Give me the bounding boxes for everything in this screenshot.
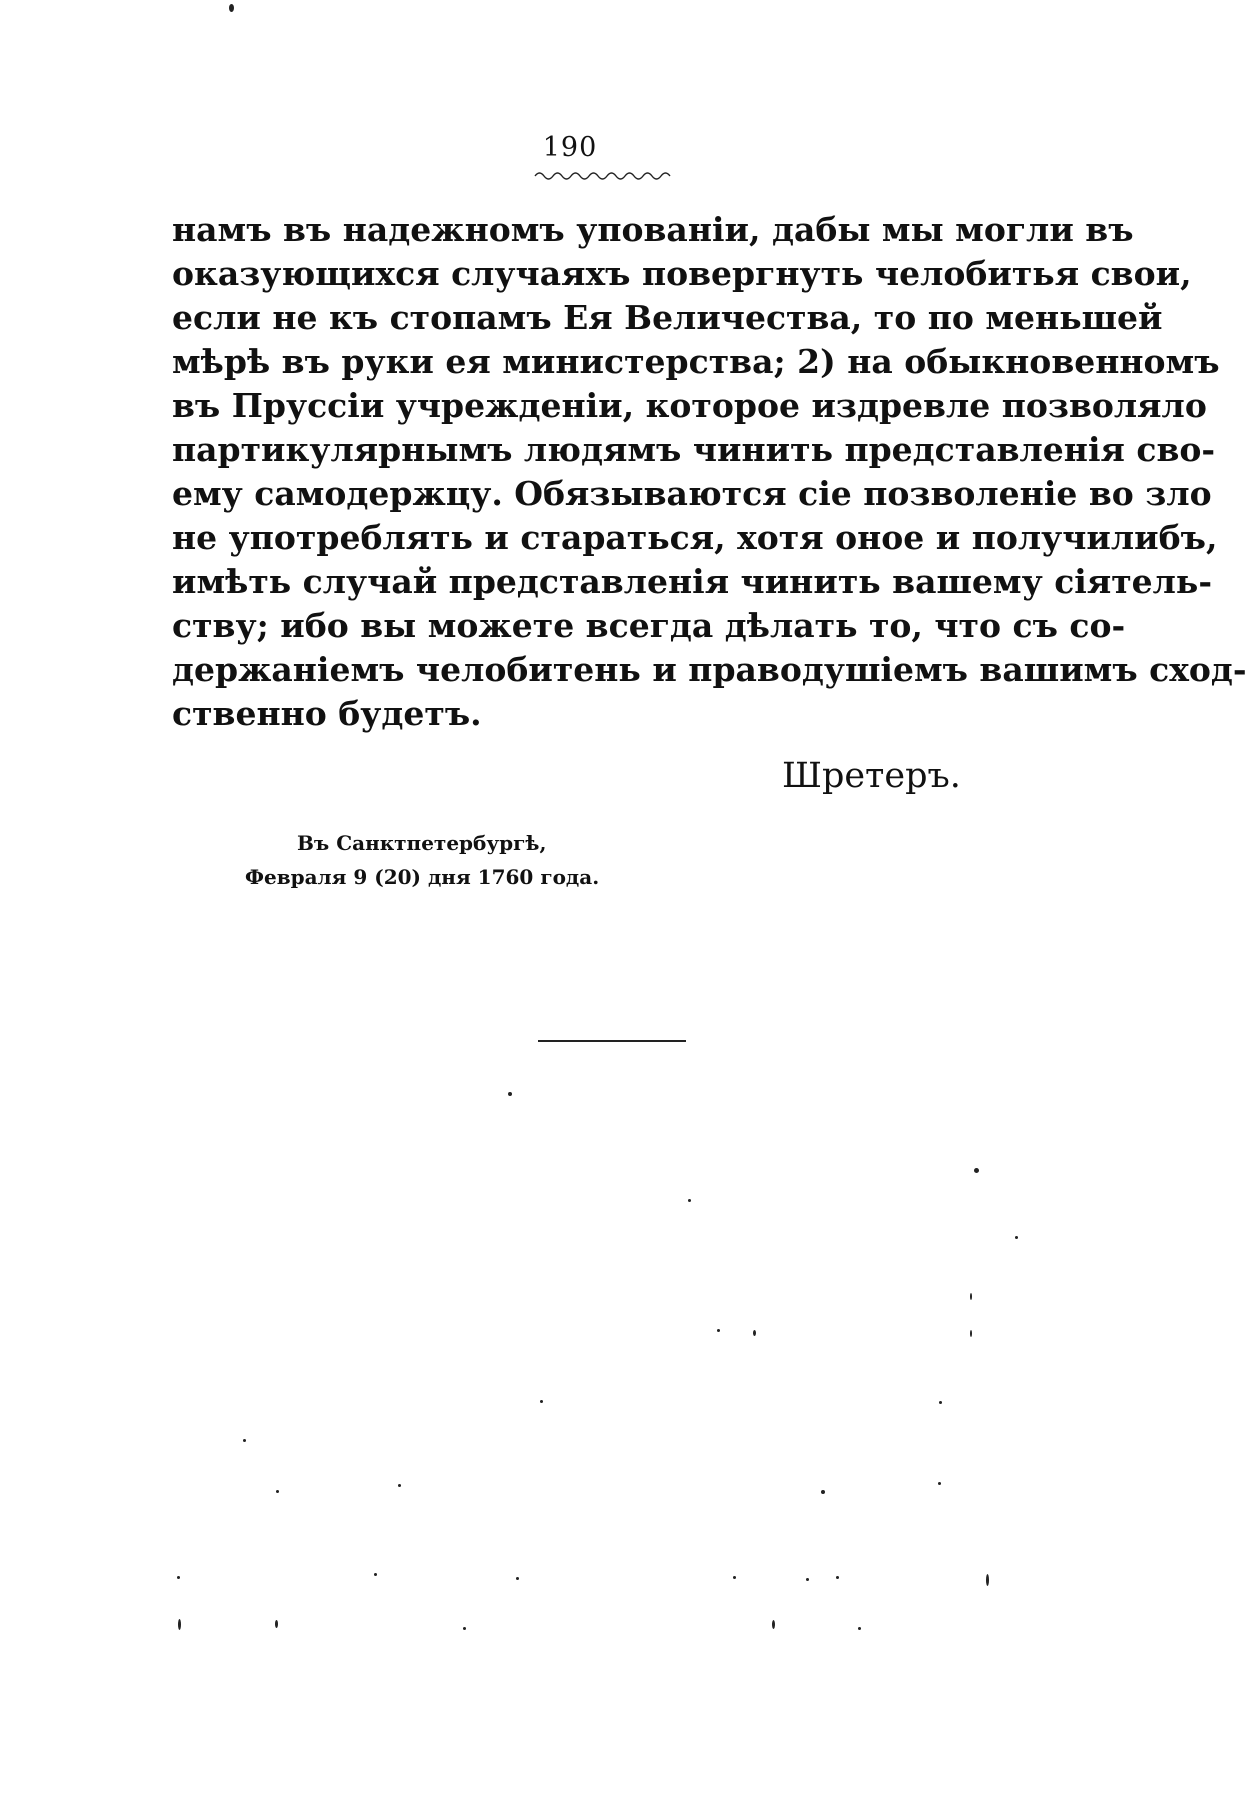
text-line: оказующихся случаяхъ повергнуть челобитья свои,	[172, 254, 1192, 293]
scan-speck	[836, 1576, 839, 1579]
scan-speck	[717, 1329, 720, 1332]
scan-speck	[229, 4, 234, 12]
scan-speck	[275, 1620, 278, 1628]
scan-speck	[516, 1577, 519, 1580]
scan-speck	[276, 1490, 279, 1493]
scan-speck	[540, 1400, 543, 1403]
signature: Шретеръ.	[782, 756, 961, 796]
scan-speck	[463, 1627, 466, 1630]
scan-speck	[938, 1482, 941, 1485]
scan-speck	[858, 1627, 861, 1630]
text-line: партикулярнымъ людямъ чинить представленія сво-	[172, 430, 1216, 469]
scan-speck	[970, 1293, 972, 1300]
scan-speck	[1015, 1236, 1018, 1239]
text-line: ству; ибо вы можете всегда дѣлать то, что съ со-	[172, 606, 1126, 645]
scan-speck	[806, 1578, 809, 1581]
scan-speck	[508, 1092, 512, 1096]
text-line: не употреблять и стараться, хотя оное и получилибъ,	[172, 518, 1218, 557]
scan-speck	[177, 1576, 180, 1579]
text-line: имѣть случай представленія чинить вашему сіятель-	[172, 562, 1213, 601]
text-line: ему самодержцу. Обязываются сіе позволеніе во зло	[172, 474, 1212, 513]
end-divider	[538, 1040, 686, 1042]
scan-speck	[986, 1574, 989, 1586]
scan-speck	[243, 1439, 246, 1442]
scan-speck	[178, 1619, 181, 1630]
place-date-block	[245, 826, 625, 894]
scan-speck	[688, 1199, 691, 1202]
scan-speck	[974, 1168, 979, 1173]
text-line: намъ въ надежномъ упованіи, дабы мы могли въ	[172, 210, 1134, 249]
text-line: мѣрѣ въ руки ея министерства; 2) на обыкновенномъ	[172, 342, 1220, 381]
text-line: въ Пруссіи учрежденіи, которое издревле позволяло	[172, 386, 1207, 425]
place-line: Въ Санктпетербургѣ,	[297, 831, 547, 855]
body-text	[172, 208, 1247, 736]
scan-speck	[398, 1484, 401, 1487]
ornamental-wavy-rule	[535, 170, 670, 182]
text-line: ственно будетъ.	[172, 694, 482, 733]
text-line: держаніемъ челобитень и праводушіемъ вашимъ сход-	[172, 650, 1247, 689]
scan-speck	[939, 1401, 942, 1404]
date-line: Февраля 9 (20) дня 1760 года.	[245, 865, 600, 889]
page-number: 190	[542, 132, 598, 163]
scan-speck	[970, 1330, 972, 1337]
scan-speck	[733, 1576, 736, 1579]
scan-speck	[374, 1573, 377, 1576]
scan-speck	[821, 1490, 825, 1494]
text-line: если не къ стопамъ Ея Величества, то по меньшей	[172, 298, 1163, 337]
scan-speck	[772, 1620, 775, 1629]
scan-speck	[753, 1330, 756, 1336]
